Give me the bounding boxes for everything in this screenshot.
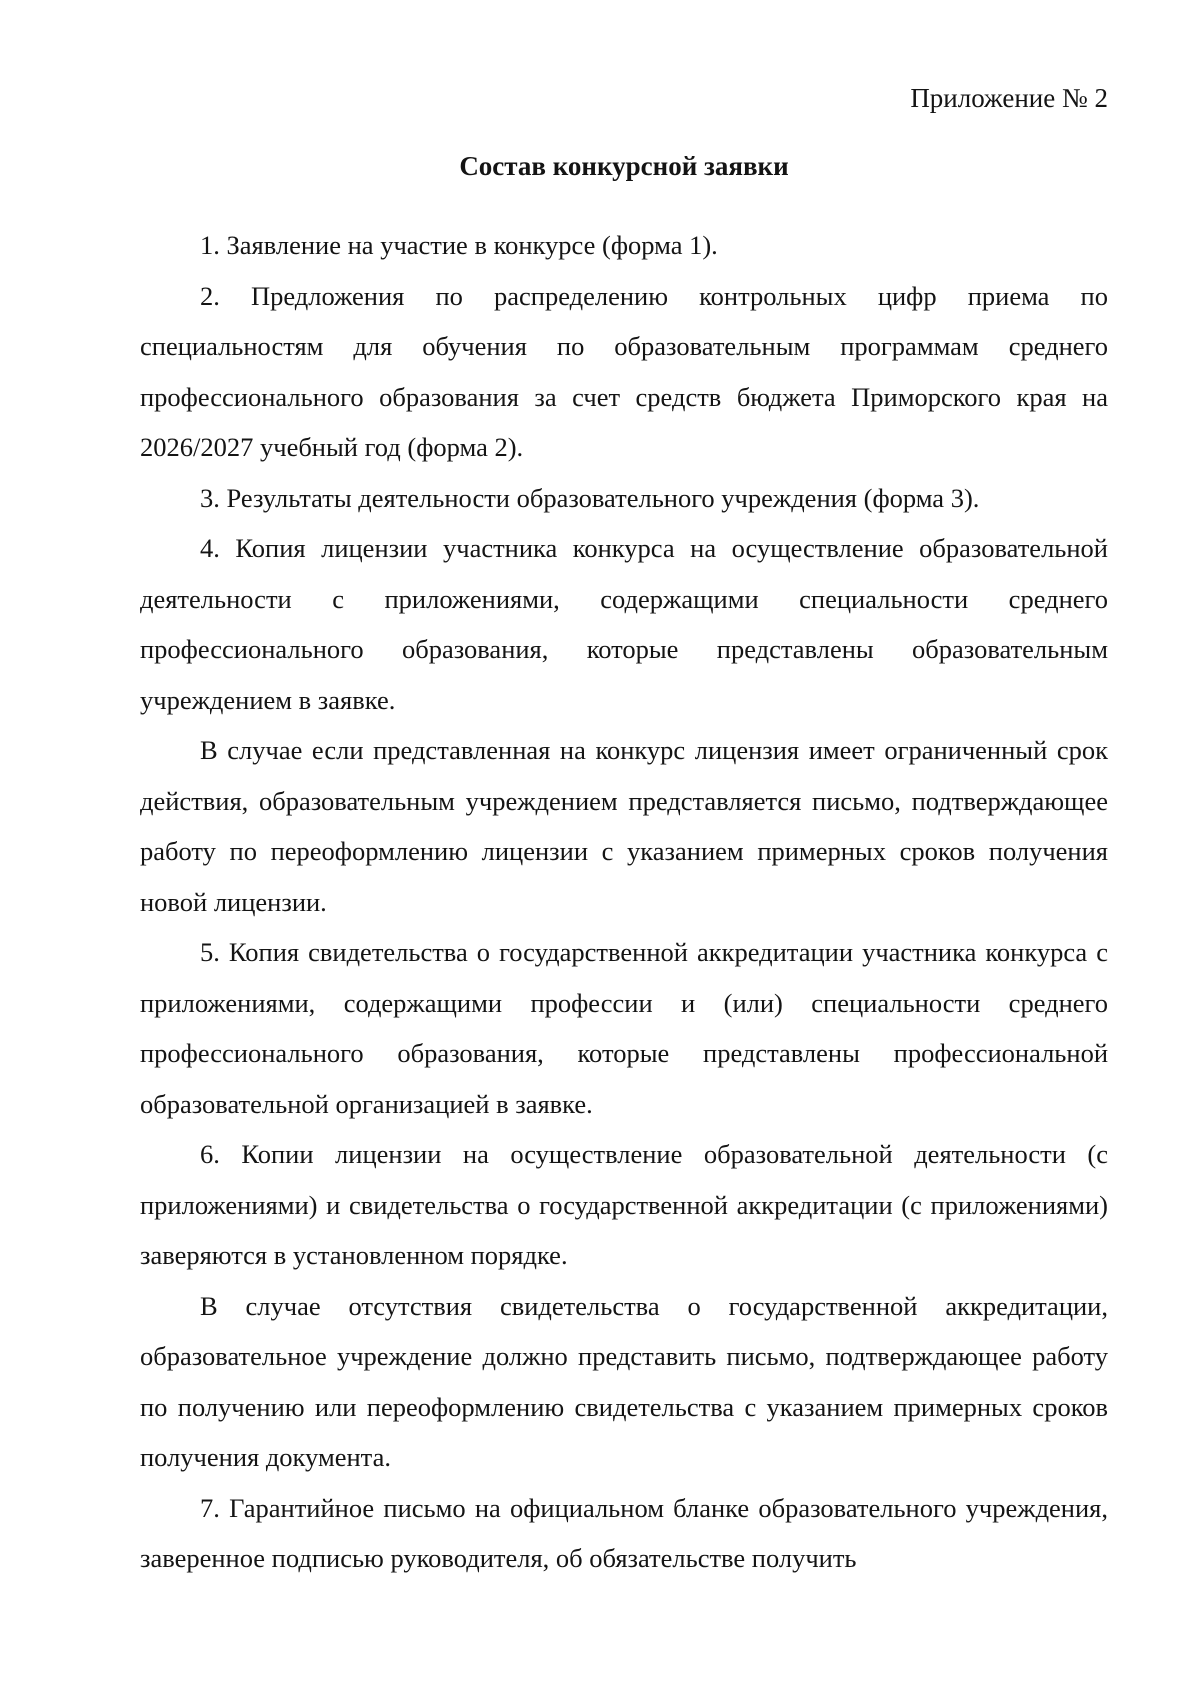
document-body: [140, 220, 1108, 1584]
page-title: Состав конкурсной заявки: [459, 151, 789, 181]
paragraph-item-4: 4. Копия лицензии участника конкурса на осуществление образовательной деятельности с приложениями, содержащими специальности среднего профессионального образования, которые представлены образовательным учреждением в заявке.: [140, 533, 1108, 715]
paragraph-accreditation-note: В случае отсутствия свидетельства о государственной аккредитации, образовательное учреждение должно представить письмо, подтверждающее работу по получению или переоформлению свидетельства с указанием примерных сроков получения документа.: [140, 1290, 1108, 1472]
paragraph-item-5: 5. Копия свидетельства о государственной аккредитации участника конкурса с приложениями, содержащими профессии и (или) специальности среднего профессионального образования, которые представлены профессиональной образовательной организацией в заявке.: [140, 937, 1108, 1119]
paragraph-item-6: 6. Копии лицензии на осуществление образовательной деятельности (с приложениями) и свидетельства о государственной аккредитации (с приложениями) заверяются в установленном порядке.: [140, 1139, 1108, 1270]
paragraph-item-1: 1. Заявление на участие в конкурсе (форма 1).: [200, 230, 718, 260]
paragraph-license-note: В случае если представленная на конкурс лицензия имеет ограниченный срок действия, образовательным учреждением представляется письмо, подтверждающее работу по переоформлению лицензии с указанием примерных сроков получения новой лицензии.: [140, 735, 1108, 917]
paragraph-item-3: 3. Результаты деятельности образовательного учреждения (форма 3).: [200, 482, 980, 513]
annex-label: Приложение № 2: [910, 83, 1108, 113]
paragraph-item-7: 7. Гарантийное письмо на официальном бланке образовательного учреждения, заверенное подписью руководителя, об обязательстве получить: [140, 1492, 1108, 1573]
paragraph-item-2: 2. Предложения по распределению контрольных цифр приема по специальностям для обучения по образовательным программам среднего профессионального образования за счет средств бюджета Приморского края на 2026/2027 учебный год (форма 2).: [140, 280, 1108, 462]
